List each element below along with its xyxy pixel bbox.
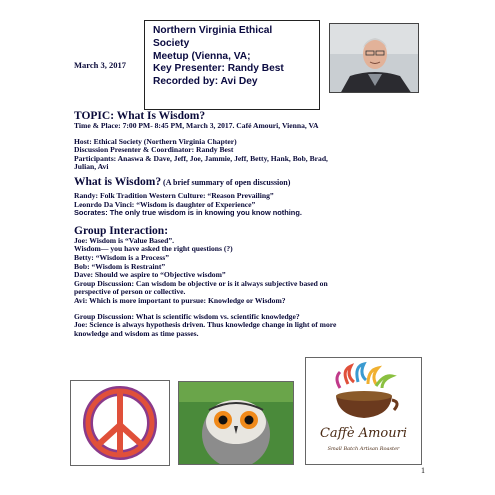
topic-heading: TOPIC: What Is Wisdom? [74,110,206,122]
host-line: Host: Ethical Society (Northern Virginia Chapter) [74,136,237,146]
header-line: Northern Virginia Ethical [153,25,273,36]
group-line: Group Discussion: What is scientific wisdom vs. scientific knowledge? [74,311,300,321]
group-line: Betty: “Wisdom is a Process” [74,252,170,262]
summary-note: (A brief summary of open discussion) [163,177,291,187]
owl-image [178,381,294,465]
time-place: Time & Place: 7:00 PM- 8:45 PM, March 3, 2017. Café Amouri, Vienna, VA [74,121,319,130]
date-label: March 3, 2017 [74,60,127,70]
participants-line: Participants: Anaswa & Dave, Jeff, Joe, Jammie, Jeff, Betty, Hank, Bob, Brad, [74,153,328,163]
group-line: Joe: Wisdom is “Value Based”. [74,235,175,245]
group-line: Wisdom— you have asked the right questions (?) [74,244,233,254]
summary-line: Leonrdo Da Vinci: “Wisdom is daughter of Experience” [74,199,256,209]
header-line: Society [153,37,190,49]
presenter-photo [329,23,419,93]
group-line: Bob: “Wisdom is Restraint” [74,261,166,271]
participants-line: Julian, Avi [74,162,109,172]
page-number: 1 [421,466,425,475]
peace-sign-image [70,380,170,466]
cafe-logo [305,357,422,465]
group-line: perspective of person or collective. [74,287,186,297]
document-body [74,110,430,338]
group-line: Dave: Should we aspire to “Objective wisdom” [74,270,226,280]
socrates-quote: Socrates: The only true wisdom is in knowing you know nothing. [74,208,302,218]
summary-heading-row [74,176,430,188]
cafe-logo-tagline: Small Batch Artisan Roaster [327,446,400,452]
group-line: knowledge and wisdom as time passes. [74,328,199,338]
group-line: Joe: Science is always hypothesis driven. Thus knowledge change in light of more [74,320,337,330]
presenter-line: Discussion Presenter & Coordinator: Randy Best [74,145,234,155]
header-line: Key Presenter: Randy Best [153,63,284,75]
group-heading: Group Interaction: [74,224,169,237]
header-box [144,20,320,110]
group-line: Avi: Which is more important to pursue: Knowledge or Wisdom? [74,295,286,305]
header-line: Meetup (Vienna, VA; [153,50,251,62]
header-line: Recorded by: Avi Dey [153,76,258,88]
group-line: Group Discussion: Can wisdom be objective or is it always subjective based on [74,278,328,288]
summary-line: Randy: Folk Tradition Western Culture: “Reason Prevailing” [74,190,274,200]
cafe-logo-name: Caffè Amouri [319,426,408,441]
summary-heading: What is Wisdom? [74,175,162,188]
